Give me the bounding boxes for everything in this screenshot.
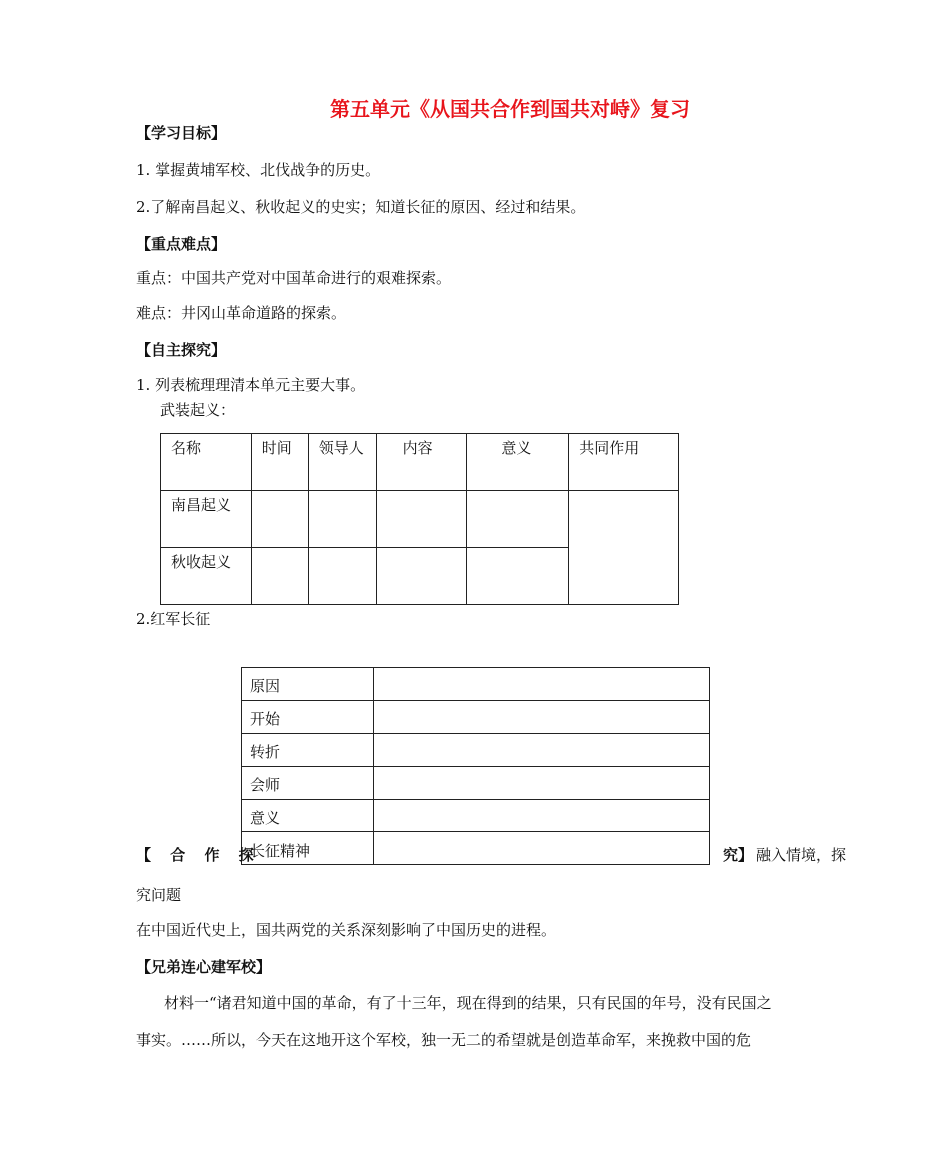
table-row-label: 开始 [242,701,374,734]
table-row-label: 会师 [242,767,374,800]
table-header: 名称 [161,434,252,491]
goal-item-1: 1. 掌握黄埔军校、北伐战争的历史。 [136,161,381,179]
explore-item-2: 2.红军长征 [136,610,211,628]
table-row-label: 南昌起义 [161,491,252,548]
armed-uprising-label: 武装起义： [160,401,236,419]
table-cell [374,734,710,767]
table-header: 意义 [467,434,569,491]
coop-text-right: 融入情境，探 [756,846,847,864]
table-row-label: 长征精神 [242,832,374,865]
explore-item-1: 1. 列表梳理理清本单元主要大事。 [136,376,366,394]
long-march-table [241,667,710,865]
goals-heading: 【学习目标】 [136,124,227,142]
table-row-label: 原因 [242,668,374,701]
coop-text-cont: 究问题 [136,886,182,904]
material-line-1: 材料一“诸君知道中国的革命，有了十三年，现在得到的结果，只有民国的年号，没有民国之 [164,994,772,1012]
coop-heading-left: 【 合 作 探 [136,846,261,864]
table-cell [376,548,467,605]
table-cell [251,491,308,548]
table-cell [374,668,710,701]
brothers-heading: 【兄弟连心建军校】 [136,958,272,976]
coop-heading-right: 究】 [723,846,754,864]
coop-intro: 在中国近代史上，国共两党的关系深刻影响了中国历史的进程。 [136,921,557,939]
table-cell [467,491,569,548]
table-row-label: 意义 [242,800,374,832]
table-cell [374,832,710,865]
key-difficulty: 难点：井冈山革命道路的探索。 [136,304,347,322]
table-cell [374,701,710,734]
table-cell [308,491,376,548]
table-cell [374,800,710,832]
table-header: 共同作用 [569,434,679,491]
table-header: 内容 [376,434,467,491]
key-focus: 重点：中国共产党对中国革命进行的艰难探索。 [136,269,452,287]
goal-item-2: 2.了解南昌起义、秋收起义的史实；知道长征的原因、经过和结果。 [136,198,586,216]
table-cell [467,548,569,605]
table-cell [374,767,710,800]
material-line-2: 事实。……所以，今天在这地开这个军校，独一无二的希望就是创造革命军，来挽救中国的危 [136,1031,752,1049]
table-cell [376,491,467,548]
table-row-label: 秋收起义 [161,548,252,605]
page-title: 第五单元《从国共合作到国共对峙》复习 [330,97,690,121]
explore-heading: 【自主探究】 [136,341,227,359]
table-cell [251,548,308,605]
table-cell-merged [569,491,679,605]
table-row-label: 转折 [242,734,374,767]
table-header: 领导人 [308,434,376,491]
key-heading: 【重点难点】 [136,235,227,253]
table-cell [308,548,376,605]
table-header: 时间 [251,434,308,491]
uprising-table [160,433,679,605]
